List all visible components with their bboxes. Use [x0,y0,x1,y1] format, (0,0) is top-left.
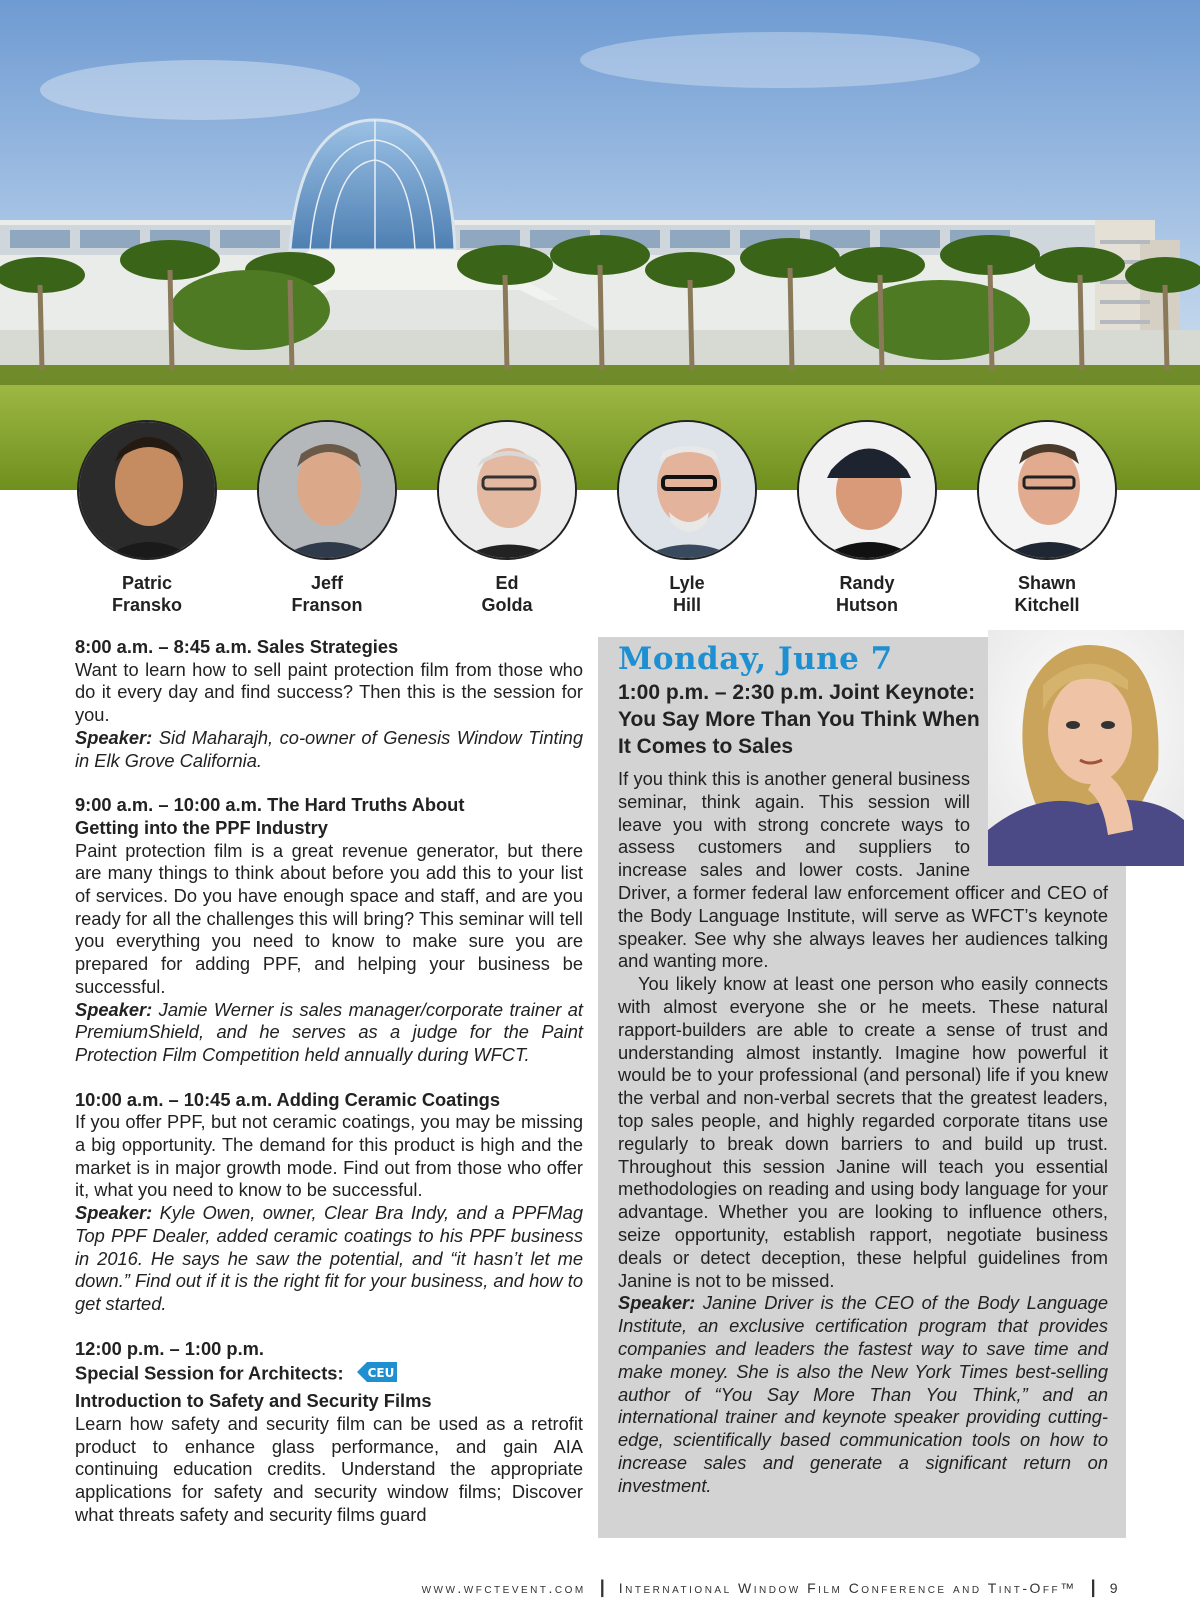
keynote-paragraph: If you think this is another general business seminar, think again. This session will leave you with strong concrete ways to assess customers and suppliers to increase sales and lower costs. Janine Driver, a former federal law enforcement officer and CEO of the Body Language Institute, will serve as WFCT’s keynote speaker. See why she always leaves her audiences talking and wanting more. [618,768,1108,972]
speaker-card [432,420,582,616]
avatar [257,420,397,560]
session [75,794,583,1066]
keynote-speaker: Speaker: Janine Driver is the CEO of the Body Language Institute, an exclusive certification program that provides companies and leaders the fastest way to save time and make money. She is also the New York Times best-selling author of “You Say More Than You Think,” and an international trainer and keynote speaker providing cutting-edge, scientifically based communication tools on how to increase sales and generate a significant return on investment. [618,1292,1108,1496]
avatar [437,420,577,560]
session-description: Learn how safety and security film can be used as a retrofit product to enhance glass performance, and gain AIA continuing education credits. Understand the appropriate applications for safety and security window films; Discover what threats safety and security films guard [75,1412,583,1525]
session-time: 12:00 p.m. – 1:00 p.m. [75,1337,264,1359]
ceu-badge-icon [355,1360,399,1390]
footer-separator: | [599,1577,605,1597]
session-list [75,636,583,1548]
session-subtitle: Introduction to Safety and Security Films [75,1390,432,1412]
session-speaker: Speaker: Sid Maharajh, co-owner of Genesis Window Tinting in Elk Grove California. [75,726,583,771]
keynote-title: 1:00 p.m. – 2:30 p.m. Joint Keynote: You Say More Than You Think When It Comes to Sales [618,681,980,758]
session-architects [75,1338,583,1527]
keynote-speaker-photo [988,630,1184,866]
keynote-paragraph: You likely know at least one person who easily connects with almost everyone she or he meets. These natural rapport-builders are able to create a sense of trust and understanding almost instantly. Imagine how powerful it would be to your professional (and personal) life if you knew the verbal and non-verbal secrets that the greatest leaders, top sales people, and highly regarded corporate titans use regularly to break down barriers to and build up trust. Throughout this session Janine will teach you essential methodologies on reading and using body language for your advantage. Whether you are looking to influence others, seize opportunity, establish rapport, negotiate business deals or detect deception, these helpful guidelines from Janine is not to be missed. [618,973,1108,1291]
speaker-card [792,420,942,616]
session-speaker: Speaker: Kyle Owen, owner, Clear Bra Indy, and a PPFMag Top PPF Dealer, added ceramic coatings to his PPF business in 2016. He says he saw the potential, and “it hasn’t let me down.” Find out if it is the right fit for your business, and how to get started. [75,1202,583,1314]
avatar [977,420,1117,560]
speaker-card [72,420,222,616]
speaker-card [252,420,402,616]
session-description: If you offer PPF, but not ceramic coatings, you may be missing a big opportunity. The demand for this product is high and the market is in major growth mode. Find out from those who offer it, what you need to know to be successful. [75,1111,583,1201]
avatar [77,420,217,560]
speaker-name: Shawn Kitchell [1014,573,1080,615]
session-title: 10:00 a.m. – 10:45 a.m. Adding Ceramic Coatings [75,1088,501,1110]
session-description: Want to learn how to sell paint protection film from those who do it every day and find success? Then this is the session for you. [75,658,583,726]
session-description: Paint protection film is a great revenue generator, but there are many things to think about before you add this to your list of services. Do you have enough space and staff, and are you ready for all the challenges this will bring? This seminar will tell you everything you need to know to make sure you are prepared for adding PPF, and helping your business be successful. [75,839,583,997]
session-speaker: Speaker: Jamie Werner is sales manager/corporate trainer at PremiumShield, and he serves as a judge for the Paint Protection Film Competition held annually during WFCT. [75,998,583,1065]
page-footer [0,1577,1120,1598]
footer-site: www.wfctevent.com [421,1580,586,1596]
day-heading: Monday, June 7 [618,641,893,677]
footer-separator: | [1090,1577,1096,1597]
speaker-name: Patric Fransko [111,573,183,615]
session-title: Special Session for Architects: CEU [75,1360,583,1390]
speaker-name: Ed Golda [481,573,533,615]
session-title: 9:00 a.m. – 10:00 a.m. The Hard Truths About Getting into the PPF Industry [75,794,465,838]
speaker-name: Randy Hutson [836,573,898,615]
ceu-badge-label: CEU [367,1366,395,1381]
hero-photo-convention-center [0,0,1200,490]
footer-conference: International Window Film Conference and Tint-Off™ [618,1580,1077,1596]
avatar [797,420,937,560]
session [75,636,583,772]
session [75,1089,583,1316]
speaker-card [612,420,762,616]
session-title: 8:00 a.m. – 8:45 a.m. Sales Strategies [75,636,399,657]
page-number: 9 [1109,1580,1120,1596]
speaker-name: Lyle Hill [669,573,705,615]
avatar [617,420,757,560]
speaker-card [972,420,1122,616]
speaker-name: Jeff Franson [291,573,363,615]
